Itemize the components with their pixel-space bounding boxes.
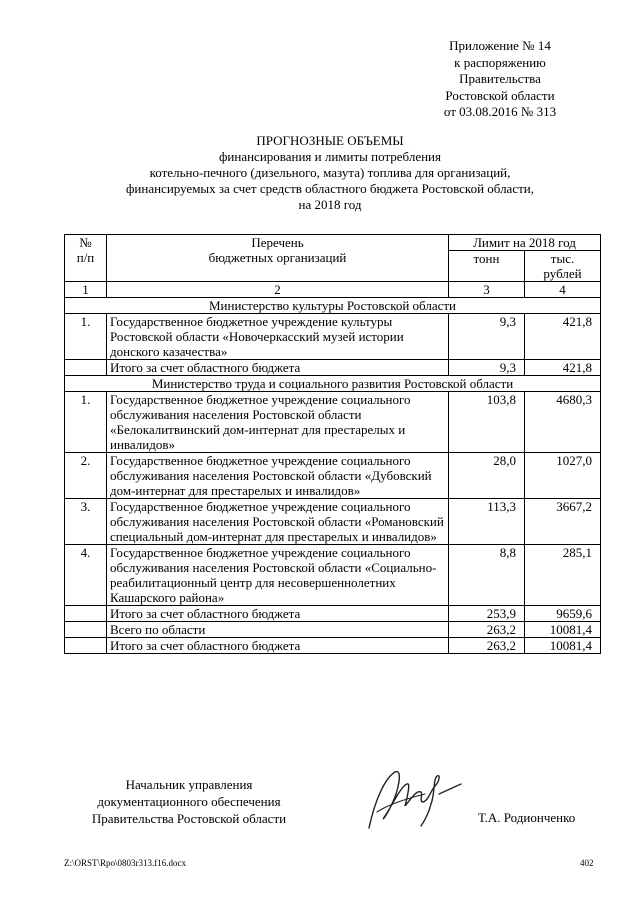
row-tons: 8,8 [449, 545, 525, 606]
signature-title-line: документационного обеспечения [97, 794, 281, 809]
signer-name: Т.А. Родионченко [478, 810, 576, 825]
title-line: на 2018 год [298, 197, 362, 212]
total-rub: 10081,4 [525, 638, 601, 654]
row-org: Государственное бюджетное учреждение социального обслуживания населения Ростовской области «Романовский специальный дом-интернат для престарелых и инвалидов» [107, 499, 449, 545]
signature-title-line: Правительства Ростовской области [91, 811, 287, 826]
group-name: Министерство культуры Ростовской области [65, 298, 601, 314]
row-org: Государственное бюджетное учреждение культуры Ростовской области «Новочеркасский музей истории донского казачества» [107, 314, 449, 360]
total-tons: 263,2 [449, 622, 525, 638]
appendix-line: Приложение № 14 [449, 38, 551, 53]
row-num: 3. [65, 499, 107, 545]
header-num: № п/п [65, 235, 107, 282]
subtotal-label: Итого за счет областного бюджета [107, 360, 449, 376]
row-num: 1. [65, 392, 107, 453]
subtotal-label: Итого за счет областного бюджета [107, 606, 449, 622]
col-number: 4 [525, 282, 601, 298]
row-org: Государственное бюджетное учреждение социального обслуживания населения Ростовской области «Белокалитвинский дом-интернат для престарелых и инвалидов» [107, 392, 449, 453]
subtotal-row [65, 606, 601, 622]
limits-table [64, 234, 601, 654]
document-title [60, 133, 600, 213]
header-org: Перечень бюджетных организаций [107, 235, 449, 282]
group-row [65, 298, 601, 314]
row-org: Государственное бюджетное учреждение социального обслуживания населения Ростовской области «Социально-реабилитационный центр для несовершеннолетних Кашарского района» [107, 545, 449, 606]
col-number: 2 [107, 282, 449, 298]
total-row [65, 622, 601, 638]
signature-title [64, 776, 314, 827]
col-number: 1 [65, 282, 107, 298]
row-tons: 103,8 [449, 392, 525, 453]
header-tons: тонн [449, 251, 525, 282]
appendix-line: от 03.08.2016 № 313 [443, 104, 557, 119]
row-tons: 9,3 [449, 314, 525, 360]
header-rub: тыс. рублей [525, 251, 601, 282]
subtotal-row [65, 360, 601, 376]
appendix-line: Ростовской области [445, 87, 555, 103]
title-line: финансирования и лимиты потребления [218, 149, 441, 164]
title-line: финансируемых за счет средств областного бюджета Ростовской области, [125, 181, 534, 196]
table-row [65, 392, 601, 453]
total-tons: 263,2 [449, 638, 525, 654]
row-num: 1. [65, 314, 107, 360]
title-heading: ПРОГНОЗНЫЕ ОБЪЕМЫ [256, 133, 404, 148]
row-rub: 4680,3 [525, 392, 601, 453]
footer-page-number: 402 [580, 858, 594, 868]
row-rub: 3667,2 [525, 499, 601, 545]
row-num: 4. [65, 545, 107, 606]
row-org: Государственное бюджетное учреждение социального обслуживания населения Ростовской области «Дубовский дом-интернат для престарелых и инвалидов» [107, 453, 449, 499]
table-row [65, 453, 601, 499]
table-row [65, 545, 601, 606]
total-row [65, 638, 601, 654]
subtotal-tons: 9,3 [449, 360, 525, 376]
row-tons: 28,0 [449, 453, 525, 499]
footer-file-path: Z:\ORST\Rpo\0803r313.f16.docx [64, 858, 186, 868]
appendix-block [400, 38, 600, 121]
row-rub: 285,1 [525, 545, 601, 606]
handwritten-signature [355, 760, 465, 835]
subtotal-rub: 9659,6 [525, 606, 601, 622]
table-row [65, 499, 601, 545]
group-name: Министерство труда и социального развития Ростовской области [65, 376, 601, 392]
total-rub: 10081,4 [525, 622, 601, 638]
row-rub: 421,8 [525, 314, 601, 360]
row-num: 2. [65, 453, 107, 499]
signature-title-line: Начальник управления [125, 777, 253, 792]
appendix-line: Правительства [459, 71, 541, 86]
subtotal-tons: 253,9 [449, 606, 525, 622]
row-tons: 113,3 [449, 499, 525, 545]
row-rub: 1027,0 [525, 453, 601, 499]
appendix-line: к распоряжению [454, 54, 546, 70]
subtotal-rub: 421,8 [525, 360, 601, 376]
title-line: котельно-печного (дизельного, мазута) топлива для организаций, [149, 165, 511, 180]
header-limit: Лимит на 2018 год [449, 235, 601, 251]
col-number: 3 [449, 282, 525, 298]
table-row [65, 314, 601, 360]
total-label: Итого за счет областного бюджета [107, 638, 449, 654]
group-row [65, 376, 601, 392]
total-label: Всего по области [107, 622, 449, 638]
